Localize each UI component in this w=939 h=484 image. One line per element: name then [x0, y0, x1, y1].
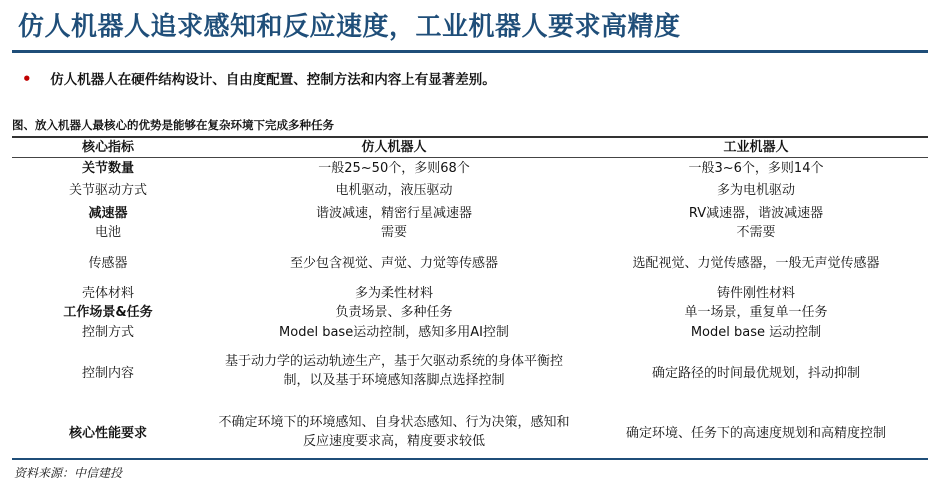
row-industrial: Model base 运动控制 [690, 325, 822, 340]
row-metric: 减速器 [88, 206, 128, 221]
row-industrial: 确定路径的时间最优规划，抖动抑制 [651, 366, 860, 381]
bullet-text: 仿人机器人在硬件结构设计、自由度配置、控制方法和内容上有显著差别。 [50, 72, 496, 88]
row-metric: 关节驱动方式 [68, 183, 147, 198]
row-metric: 关节数量 [81, 161, 134, 176]
row-industrial: 选配视觉、力觉传感器，一般无声觉传感器 [632, 256, 880, 271]
row-metric: 壳体材料 [81, 286, 134, 301]
row-industrial: 不需要 [736, 225, 776, 240]
table-bottom-rule [12, 458, 928, 460]
row-metric: 电池 [94, 225, 121, 240]
title-underline [12, 50, 928, 53]
header-humanoid: 仿人机器人 [361, 140, 427, 155]
row-metric: 控制方式 [81, 325, 134, 340]
row-humanoid: 不确定环境下的环境感知、自身状态感知、行为决策，感知和反应速度要求高，精度要求较低 [218, 415, 570, 449]
row-humanoid: 多为柔性材料 [354, 286, 433, 301]
table-header-rule [12, 157, 928, 158]
row-industrial: 铸件刚性材料 [716, 286, 795, 301]
row-metric: 控制内容 [81, 366, 134, 381]
row-industrial: 多为电机驱动 [716, 183, 795, 198]
bullet-marker: • [22, 70, 32, 88]
row-metric: 核心性能要求 [68, 426, 147, 441]
row-industrial: RV减速器，谐波减速器 [688, 206, 824, 221]
row-humanoid: 基于动力学的运动轨迹生产，基于欠驱动系统的身体平衡控制，以及基于环境感知落脚点选择控制 [224, 354, 563, 388]
table-top-rule [12, 136, 928, 138]
row-humanoid: 电机驱动，液压驱动 [335, 183, 453, 198]
row-humanoid: 至少包含视觉、声觉、力觉等传感器 [289, 256, 498, 271]
row-humanoid: 谐波减速，精密行星减速器 [315, 206, 472, 221]
bullet-point [22, 68, 496, 88]
row-humanoid: 一般25~50个，多则68个 [318, 161, 470, 176]
row-humanoid: 负责场景、多种任务 [335, 305, 453, 320]
page-title: 仿人机器人追求感知和反应速度，工业机器人要求高精度 [18, 12, 681, 42]
row-metric: 传感器 [88, 256, 128, 271]
row-industrial: 确定环境、任务下的高速度规划和高精度控制 [625, 426, 886, 441]
header-metric: 核心指标 [81, 140, 134, 155]
row-metric: 工作场景&任务 [63, 305, 153, 320]
row-humanoid: 需要 [380, 225, 407, 240]
header-industrial: 工业机器人 [723, 140, 789, 155]
row-industrial: 一般3~6个，多则14个 [688, 161, 824, 176]
figure-title: 图、放入机器人最核心的优势是能够在复杂环境下完成多种任务 [12, 118, 334, 132]
row-industrial: 单一场景，重复单一任务 [684, 305, 828, 320]
source-note: 资料来源：中信建投 [14, 466, 123, 480]
row-humanoid: Model base运动控制，感知多用AI控制 [279, 325, 509, 340]
